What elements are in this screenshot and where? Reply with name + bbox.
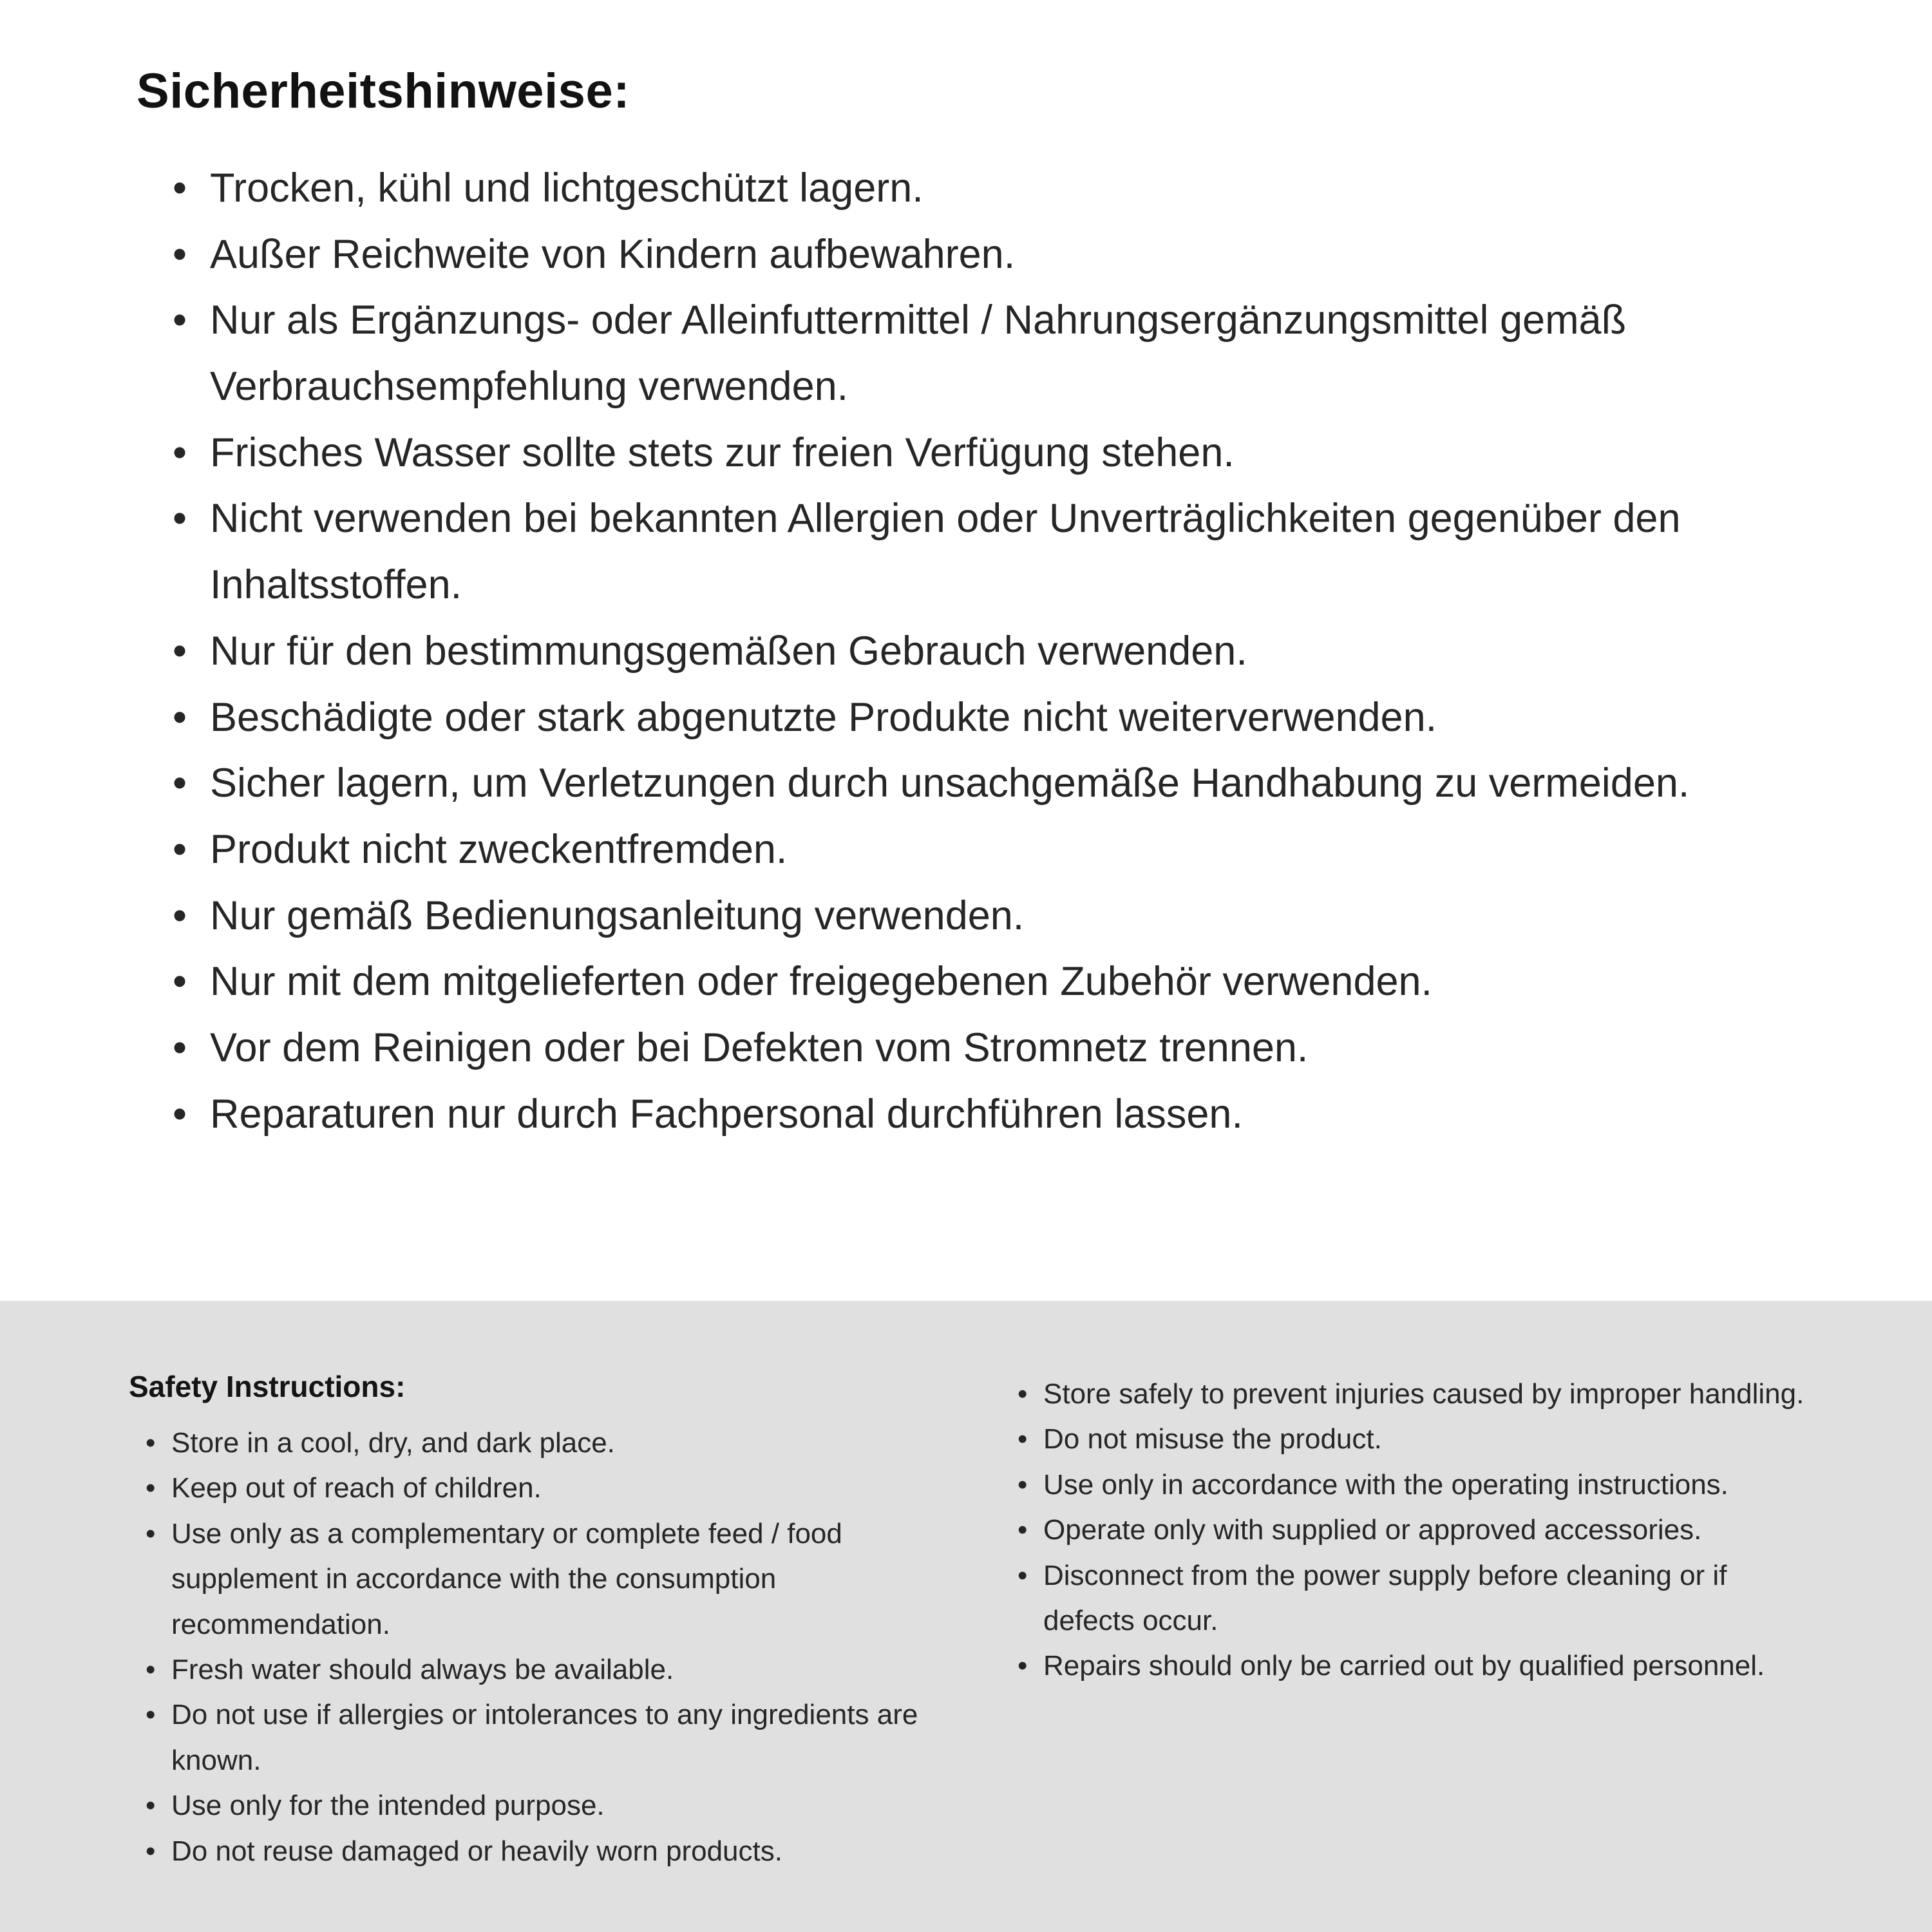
english-right-column <box>1018 1369 1823 1689</box>
english-safety-list-right <box>1018 1372 1823 1689</box>
german-safety-item: • Produkt nicht zweckentfremden. <box>173 817 1770 883</box>
german-safety-item: • Beschädigte oder stark abgenutzte Produkte nicht weiterverwenden. <box>173 685 1770 751</box>
english-safety-item: • Fresh water should always be available. <box>146 1647 960 1692</box>
german-safety-item: • Sicher lagern, um Verletzungen durch unsachgemäße Handhabung zu vermeiden. <box>173 750 1770 817</box>
english-safety-item: • Keep out of reach of children. <box>146 1466 960 1511</box>
german-safety-item: • Reparaturen nur durch Fachpersonal durchführen lassen. <box>173 1081 1770 1148</box>
english-safety-item: • Use only in accordance with the operating instructions. <box>1018 1463 1823 1508</box>
german-safety-item: • Nur mit dem mitgelieferten oder freigegebenen Zubehör verwenden. <box>173 949 1770 1015</box>
english-safety-item: • Use only for the intended purpose. <box>146 1783 960 1828</box>
german-safety-item: • Frisches Wasser sollte stets zur freien Verfügung stehen. <box>173 420 1770 486</box>
english-safety-item: • Do not misuse the product. <box>1018 1417 1823 1462</box>
english-safety-item: • Store in a cool, dry, and dark place. <box>146 1421 960 1466</box>
german-safety-item: • Außer Reichweite von Kindern aufbewahren. <box>173 222 1770 288</box>
english-safety-list-left <box>129 1421 960 1874</box>
english-safety-item: • Operate only with supplied or approved accessories. <box>1018 1508 1823 1553</box>
english-section <box>0 1301 1932 1932</box>
german-safety-item: • Nicht verwenden bei bekannten Allergien oder Unverträglichkeiten gegenüber den Inhaltsstoffen. <box>173 486 1770 618</box>
german-safety-list <box>137 155 1770 1147</box>
english-heading: Safety Instructions: <box>129 1370 406 1403</box>
german-safety-item: • Nur gemäß Bedienungsanleitung verwenden. <box>173 883 1770 949</box>
english-safety-item: • Do not use if allergies or intolerances to any ingredients are known. <box>146 1692 960 1783</box>
english-safety-item: • Store safely to prevent injuries caused by improper handling. <box>1018 1372 1823 1417</box>
english-safety-item: • Repairs should only be carried out by qualified personnel. <box>1018 1643 1823 1689</box>
german-safety-item: • Trocken, kühl und lichtgeschützt lagern. <box>173 155 1770 222</box>
english-left-column <box>129 1369 960 1874</box>
english-safety-item: • Do not reuse damaged or heavily worn products. <box>146 1829 960 1874</box>
german-safety-item: • Nur für den bestimmungsgemäßen Gebrauch verwenden. <box>173 618 1770 685</box>
german-safety-item: • Vor dem Reinigen oder bei Defekten vom Stromnetz trennen. <box>173 1015 1770 1081</box>
english-safety-item: • Disconnect from the power supply before cleaning or if defects occur. <box>1018 1553 1823 1644</box>
german-safety-item: • Nur als Ergänzungs- oder Alleinfuttermittel / Nahrungsergänzungsmittel gemäß Verbrauchsempfehlung verwenden. <box>173 287 1770 419</box>
english-safety-item: • Use only as a complementary or complete feed / food supplement in accordance with the consumption recommendation. <box>146 1511 960 1647</box>
german-heading: Sicherheitshinweise: <box>137 64 630 118</box>
